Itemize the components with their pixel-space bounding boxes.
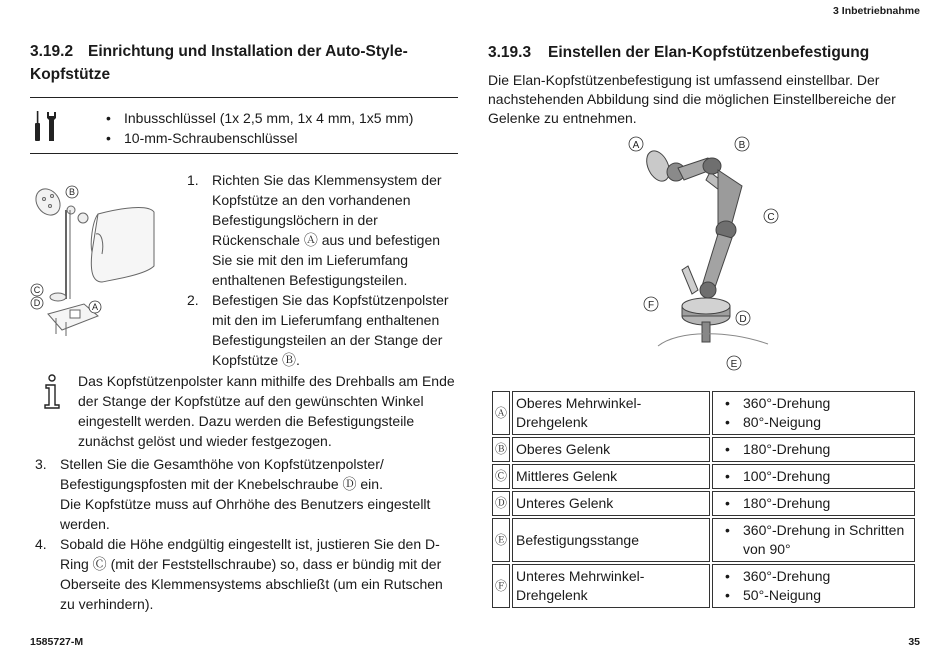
tool-list xyxy=(106,108,456,148)
joint-range: • 360°-Drehung • 50°-Neigung xyxy=(712,564,915,608)
installation-steps-3-4 xyxy=(35,454,455,614)
section-title: Einrichtung und Installation der Auto-Style-Kopfstütze xyxy=(30,43,408,83)
installation-steps-1-2 xyxy=(187,170,457,370)
joint-name: Unteres Gelenk xyxy=(512,491,710,516)
joint-name: Mittleres Gelenk xyxy=(512,464,710,489)
section-title: Einstellen der Elan-Kopfstützenbefestigung xyxy=(548,44,870,61)
figure-label-a: A xyxy=(632,140,640,151)
section-number: 3.19.2 xyxy=(30,43,74,60)
table-row xyxy=(492,437,915,462)
intro-paragraph: Die Elan-Kopfstützenbefestigung ist umfassend einstellbar. Der nachstehenden Abbildung sind die möglichen Einstellbereiche der Gelenke zu entnehmen. xyxy=(488,72,896,126)
table-row xyxy=(492,564,915,608)
figure-label-d: D xyxy=(33,298,41,308)
page-number: 35 xyxy=(908,636,920,648)
figure-label-c: C xyxy=(767,212,775,223)
table-row xyxy=(492,464,915,489)
joint-name: Oberes Gelenk xyxy=(512,437,710,462)
joint-letter: Ⓕ xyxy=(492,564,510,608)
joint-name: Oberes Mehrwinkel-Drehgelenk xyxy=(512,391,710,435)
tool-item: • Inbusschlüssel (1x 2,5 mm, 1x 4 mm, 1x5 mm) xyxy=(106,108,456,128)
figure-label-a: A xyxy=(91,302,99,312)
list-item: 2. Befestigen Sie das Kopfstützenpolster mit den im Lieferumfang enthaltenen Befestigungsteilen an der Stange der Kopfstütze Ⓑ. xyxy=(187,292,449,368)
figure-label-b: B xyxy=(738,140,746,151)
joint-range: • 180°-Drehung xyxy=(712,437,915,462)
joint-range: • 100°-Drehung xyxy=(712,464,915,489)
info-note: Das Kopfstützenpolster kann mithilfe des Drehballs am Ende der Stange der Kopfstütze auf den gewünschten Winkel eingestellt werden. Dazu werden die Befestigungsteile zunächst gelöst und wieder festgezogen. xyxy=(78,373,455,449)
joint-letter: Ⓑ xyxy=(492,437,510,462)
tool-item: • 10-mm-Schraubenschlüssel xyxy=(106,128,456,148)
joint-letter: Ⓐ xyxy=(492,391,510,435)
divider-bottom xyxy=(30,153,458,154)
figure-label-c: C xyxy=(33,285,41,295)
table-row xyxy=(492,518,915,562)
headrest-assembly-figure xyxy=(26,174,166,344)
document-number: 1585727-M xyxy=(30,636,84,648)
figure-label-d: D xyxy=(739,314,747,325)
list-item: 1. Richten Sie das Klemmensystem der Kopfstütze an den vorhandenen Befestigungslöchern in der Rückenschale Ⓐ aus und befestigen Sie sie mit den im Lieferumfang enthaltenen Befestigungsteilen. xyxy=(187,172,442,288)
joint-range: • 180°-Drehung xyxy=(712,491,915,516)
joint-range: • 360°-Drehung • 80°-Neigung xyxy=(712,391,915,435)
list-item: 3. Stellen Sie die Gesamthöhe von Kopfstützenpolster/ Befestigungspfosten mit der Knebelschraube Ⓓ ein. Die Kopfstütze muss auf Ohrhöhe des Benutzers eingestellt werden. xyxy=(35,456,431,532)
section-heading-3-19-3 xyxy=(488,43,918,63)
joint-adjustment-table xyxy=(490,389,917,610)
list-item: 4. Sobald die Höhe endgültig eingestellt ist, justieren Sie den D-Ring Ⓒ (mit der Feststellschraube) so, dass er bündig mit der Oberseite des Klemmensystems abschließt (um ein Rutschen zu verhindern). xyxy=(35,536,443,612)
joint-letter: Ⓒ xyxy=(492,464,510,489)
tools-icon xyxy=(32,110,60,142)
figure-label-f: F xyxy=(647,300,655,311)
joint-letter: Ⓔ xyxy=(492,518,510,562)
joint-name: Befestigungsstange xyxy=(512,518,710,562)
table-row xyxy=(492,391,915,435)
divider-top xyxy=(30,97,458,98)
section-heading-3-19-2 xyxy=(30,40,460,86)
joint-range: • 360°-Drehung in Schritten von 90° xyxy=(712,518,915,562)
figure-label-b: B xyxy=(68,187,76,197)
joint-name: Unteres Mehrwinkel-Drehgelenk xyxy=(512,564,710,608)
joint-letter: Ⓓ xyxy=(492,491,510,516)
running-header-chapter: 3 Inbetriebnahme xyxy=(833,5,920,17)
elan-headrest-figure xyxy=(618,130,788,375)
table-row xyxy=(492,491,915,516)
section-number: 3.19.3 xyxy=(488,44,532,61)
figure-label-e: E xyxy=(730,359,738,370)
info-icon xyxy=(43,374,61,410)
